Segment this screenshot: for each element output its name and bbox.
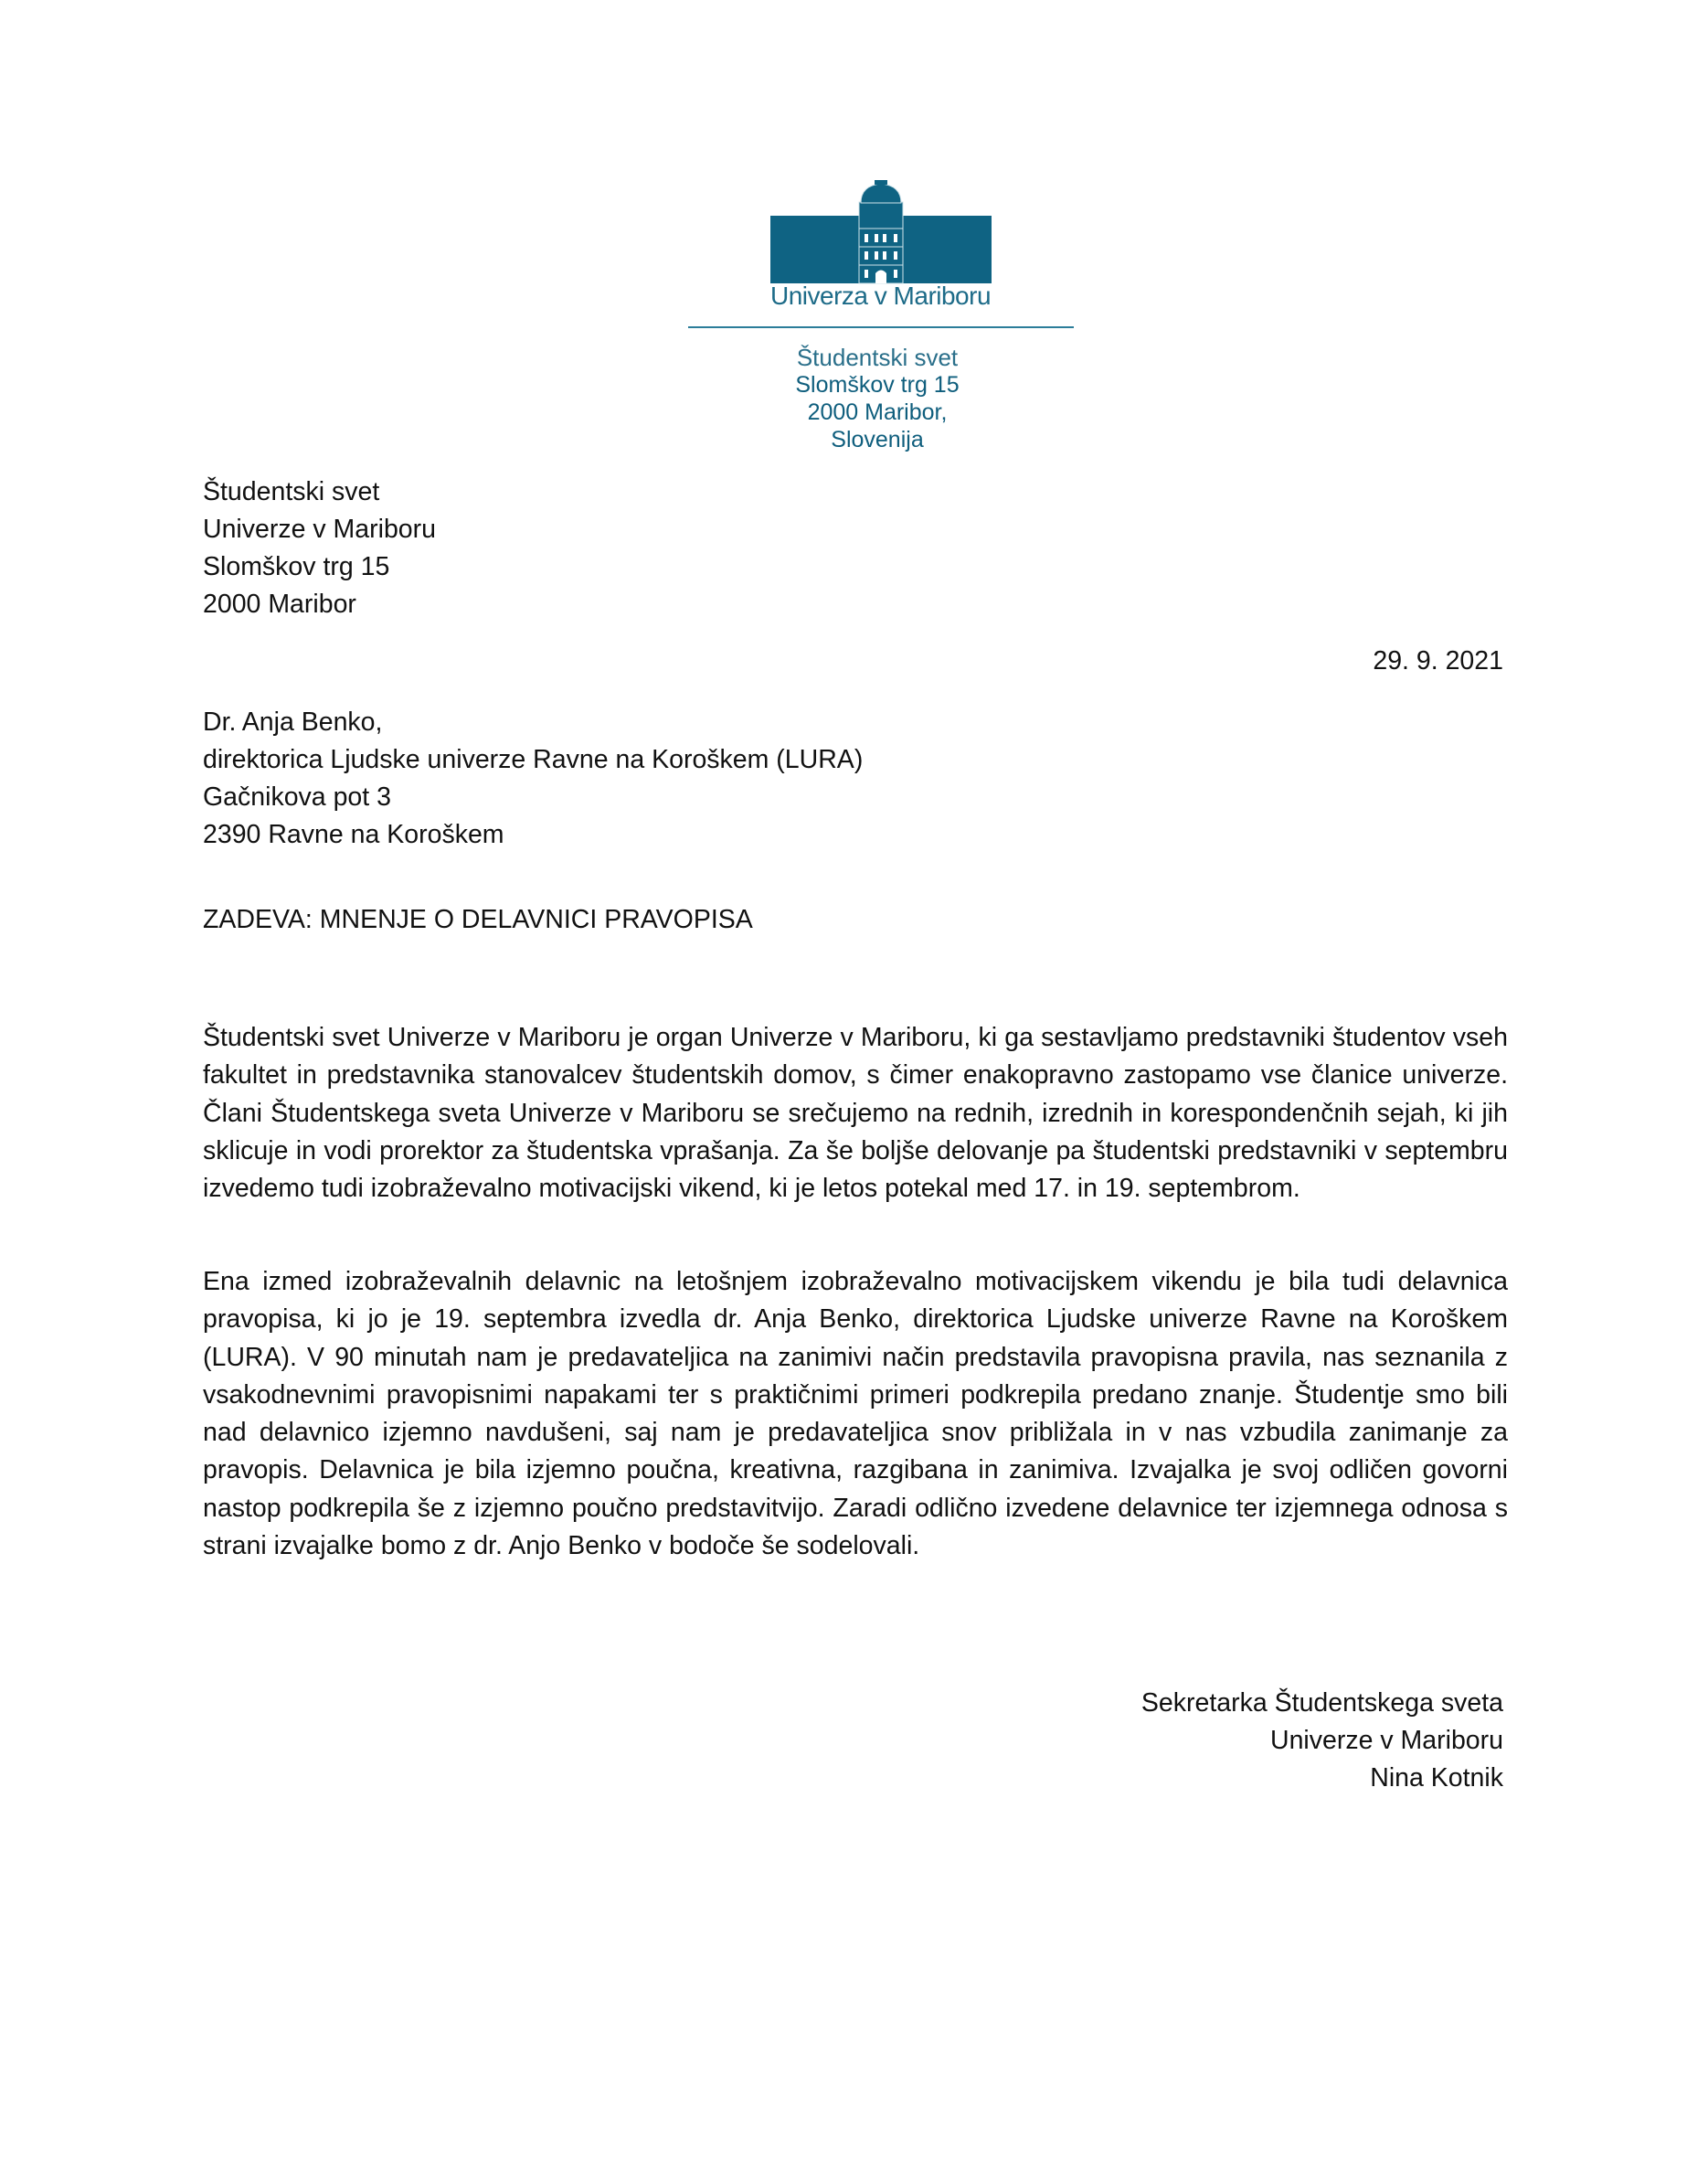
sender-address — [203, 473, 436, 623]
signature-organization: Univerze v Mariboru — [1270, 1726, 1503, 1755]
recipient-line: Dr. Anja Benko, — [203, 707, 383, 737]
signature-name: Nina Kotnik — [1370, 1763, 1503, 1793]
signature-title: Sekretarka Študentskega sveta — [1140, 1688, 1503, 1718]
sender-line: Študentski svet — [203, 477, 380, 506]
letterhead-address-line: 2000 Maribor, — [807, 399, 948, 425]
letter-subject: ZADEVA: MNENJE O DELAVNICI PRAVOPISA — [203, 905, 753, 934]
sender-line: Slomškov trg 15 — [203, 552, 390, 581]
recipient-line: direktorica Ljudske univerze Ravne na Koroškem (LURA) — [203, 745, 864, 774]
sender-line: Univerze v Mariboru — [203, 515, 436, 544]
letterhead-address — [713, 163, 1042, 453]
letterhead-unit: Študentski svet — [796, 344, 959, 371]
logo-institution-name: Univerza v Mariboru — [770, 282, 992, 310]
body-paragraph: Ena izmed izobraževalnih delavnic na letošnjem izobraževalno motivacijskem vikendu je bila tudi delavnica pravopisa, ki jo je 19. septembra izvedla dr. Anja Benko, direktorica Ljudske univerze Ravne na Koroškem (LURA). V 90 minutah nam je predavateljica na zanimivi način predstavila pravopisna pravila, nas seznanila z vsakodnevnimi pravopisnimi napakami ter s praktičnimi primeri podkrepila predano znanje. Študentje smo bili nad delavnico izjemno navdušeni, saj nam je predavateljica snov približala in v nas vzbudila zanimanje za pravopis. Delavnica je bila izjemno poučna, kreativna, razgibana in zanimiva. Izvajalka je svoj odličen govorni nastop podkrepila še z izjemno poučno predstavitvijo. Zaradi odlično izvedene delavnice ter izjemnega odnosa s strani izvajalke bomo z dr. Anjo Benko v bodoče še sodelovali. — [203, 1267, 1508, 1561]
signature-block — [1141, 1685, 1503, 1797]
sender-line: 2000 Maribor — [203, 590, 356, 619]
letterhead-address-line: Slomškov trg 15 — [795, 372, 960, 398]
body-paragraph: Študentski svet Univerze v Mariboru je organ Univerze v Mariboru, ki ga sestavljamo predstavniki študentov vseh fakultet in predstavnika stanovalcev študentskih domov, s čimer enakopravno zastopamo vse članice univerze. Člani Študentskega sveta Univerze v Mariboru se srečujemo na rednih, izrednih in korespondenčnih sejah, ki jih sklicuje in vodi prorektor za študentska vprašanja. Za še boljše delovanje pa študentski predstavniki v septembru izvedemo tudi izobraževalno motivacijski vikend, ki je letos potekal med 17. in 19. septembrom. — [203, 1023, 1508, 1204]
recipient-address — [203, 704, 863, 854]
letterhead-address-line: Slovenija — [831, 427, 924, 452]
recipient-line: 2390 Ravne na Koroškem — [203, 820, 504, 849]
recipient-line: Gačnikova pot 3 — [203, 782, 391, 812]
letter-date: 29. 9. 2021 — [1373, 646, 1503, 676]
